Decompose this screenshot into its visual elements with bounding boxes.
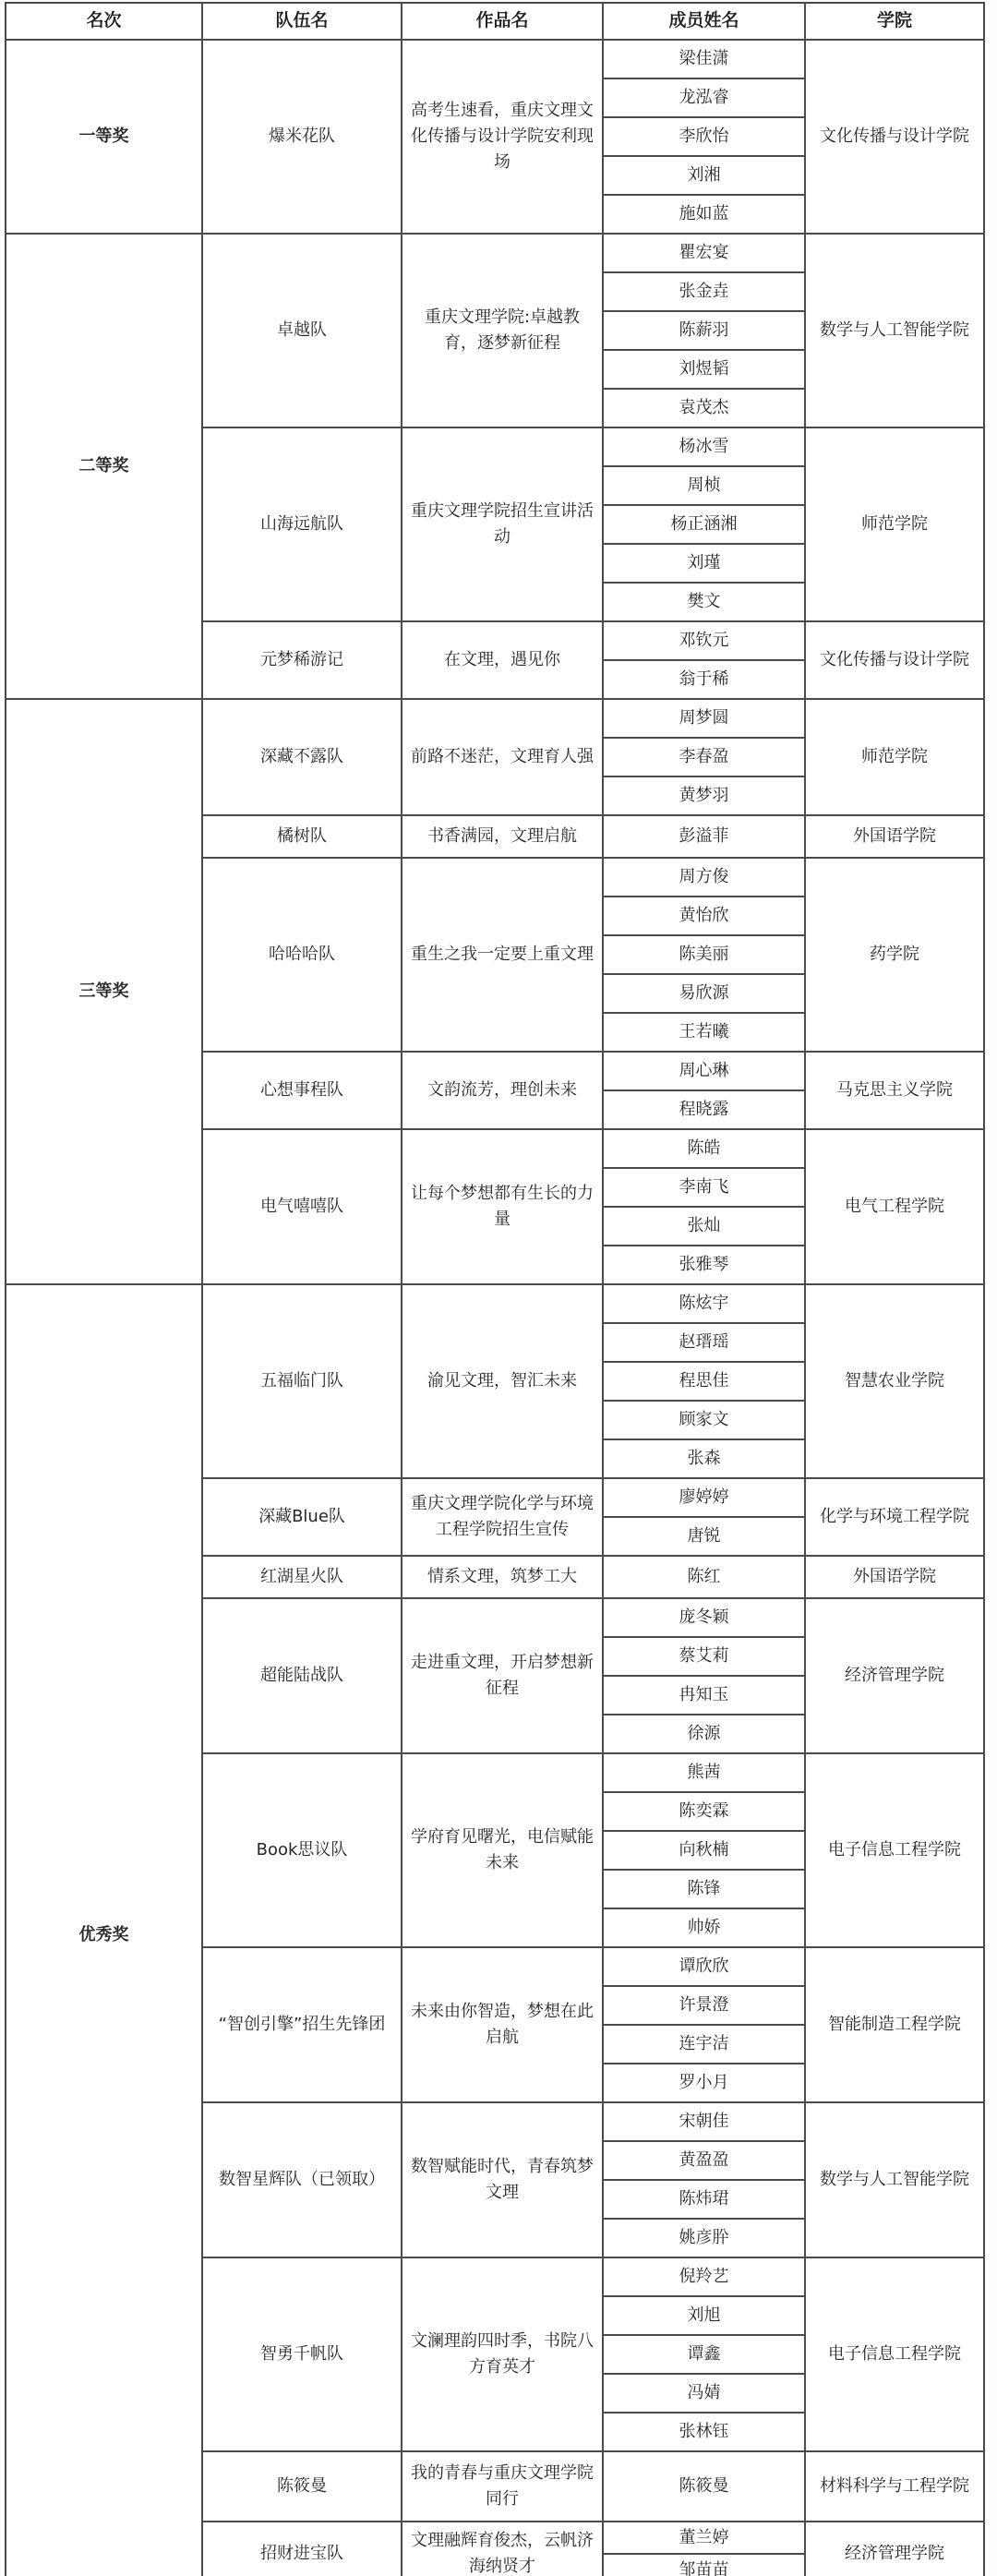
member-name-cell: 周桢	[603, 466, 805, 505]
member-name-cell: 张林钰	[603, 2413, 805, 2451]
team-name-cell: 深藏Blue队	[202, 1478, 402, 1556]
college-cell: 外国语学院	[805, 1556, 984, 1598]
team-name-cell: 哈哈哈队	[202, 858, 402, 1052]
member-name-cell: 姚彦肸	[603, 2219, 805, 2257]
college-cell: 智慧农业学院	[805, 1284, 984, 1478]
member-name-cell: 施如蓝	[603, 195, 805, 234]
team-name-cell: 数智星辉队（已领取）	[202, 2102, 402, 2257]
team-name-cell: 爆米花队	[202, 40, 402, 234]
member-name-cell: 倪羚艺	[603, 2257, 805, 2296]
member-name-cell: 冯婧	[603, 2374, 805, 2413]
team-name-cell: 橘树队	[202, 815, 402, 858]
member-name-cell: 唐锐	[603, 1517, 805, 1556]
table-row	[6, 699, 984, 738]
column-header-1: 队伍名	[202, 3, 402, 40]
member-name-cell: 刘煜韬	[603, 350, 805, 389]
team-name-cell: 卓越队	[202, 234, 402, 427]
college-cell: 数学与人工智能学院	[805, 234, 984, 427]
team-name-cell: 超能陆战队	[202, 1598, 402, 1753]
work-name-cell: 学府育见曙光，电信赋能未来	[402, 1753, 603, 1947]
header-row	[6, 3, 984, 40]
team-name-cell: 元梦稀游记	[202, 621, 402, 699]
college-cell: 马克思主义学院	[805, 1052, 984, 1129]
member-name-cell: 彭溢菲	[603, 815, 805, 858]
college-cell: 电子信息工程学院	[805, 1753, 984, 1947]
team-name-cell: 五福临门队	[202, 1284, 402, 1478]
work-name-cell: 书香满园，文理启航	[402, 815, 603, 858]
college-cell: 化学与环境工程学院	[805, 1478, 984, 1556]
member-name-cell: 翁于稀	[603, 660, 805, 699]
member-name-cell: 李春盈	[603, 738, 805, 776]
college-cell: 药学院	[805, 858, 984, 1052]
member-name-cell: 张森	[603, 1439, 805, 1478]
college-cell: 数学与人工智能学院	[805, 2102, 984, 2257]
member-name-cell: 陈筱曼	[603, 2451, 805, 2522]
member-name-cell: 张金垚	[603, 272, 805, 311]
member-name-cell: 董兰婷	[603, 2522, 805, 2554]
work-name-cell: 未来由你智造，梦想在此启航	[402, 1947, 603, 2102]
member-name-cell: 杨正涵湘	[603, 505, 805, 544]
rank-cell: 二等奖	[6, 234, 202, 699]
college-cell: 文化传播与设计学院	[805, 40, 984, 234]
member-name-cell: 王若曦	[603, 1013, 805, 1052]
work-name-cell: 重生之我一定要上重文理	[402, 858, 603, 1052]
member-name-cell: 刘湘	[603, 156, 805, 195]
column-header-0: 名次	[6, 3, 202, 40]
member-name-cell: 周心琳	[603, 1052, 805, 1090]
member-name-cell: 龙泓睿	[603, 78, 805, 117]
team-name-cell: 陈筱曼	[202, 2451, 402, 2522]
member-name-cell: 冉知玉	[603, 1676, 805, 1715]
member-name-cell: 樊文	[603, 583, 805, 621]
awards-table	[5, 2, 985, 2576]
member-name-cell: 罗小月	[603, 2064, 805, 2102]
column-header-2: 作品名	[402, 3, 603, 40]
member-name-cell: 徐源	[603, 1715, 805, 1753]
work-name-cell: 文韵流芳，理创未来	[402, 1052, 603, 1129]
work-name-cell: 情系文理，筑梦工大	[402, 1556, 603, 1598]
work-name-cell: 让每个梦想都有生长的力量	[402, 1129, 603, 1284]
member-name-cell: 廖婷婷	[603, 1478, 805, 1517]
member-name-cell: 陈炜珺	[603, 2180, 805, 2219]
work-name-cell: 文理融辉育俊杰，云帆济海纳贤才	[402, 2522, 603, 2576]
member-name-cell: 谭鑫	[603, 2335, 805, 2374]
member-name-cell: 赵瑨瑶	[603, 1323, 805, 1362]
table-row	[6, 40, 984, 78]
member-name-cell: 蔡艾莉	[603, 1637, 805, 1676]
college-cell: 经济管理学院	[805, 2522, 984, 2576]
college-cell: 材料科学与工程学院	[805, 2451, 984, 2522]
member-name-cell: 瞿宏宴	[603, 234, 805, 272]
member-name-cell: 刘瑾	[603, 544, 805, 583]
member-name-cell: 李欣怡	[603, 117, 805, 156]
team-name-cell: 招财进宝队	[202, 2522, 402, 2576]
member-name-cell: 陈红	[603, 1556, 805, 1598]
member-name-cell: 宋朝佳	[603, 2102, 805, 2141]
college-cell: 电气工程学院	[805, 1129, 984, 1284]
team-name-cell: 红湖星火队	[202, 1556, 402, 1598]
college-cell: 文化传播与设计学院	[805, 621, 984, 699]
rank-cell: 优秀奖	[6, 1284, 202, 2576]
member-name-cell: 谭欣欣	[603, 1947, 805, 1986]
member-name-cell: 陈锋	[603, 1870, 805, 1908]
college-cell: 师范学院	[805, 699, 984, 815]
member-name-cell: 黄盈盈	[603, 2141, 805, 2180]
rank-cell: 三等奖	[6, 699, 202, 1284]
member-name-cell: 陈美丽	[603, 935, 805, 974]
member-name-cell: 熊茜	[603, 1753, 805, 1792]
team-name-cell: Book思议队	[202, 1753, 402, 1947]
team-name-cell: 深藏不露队	[202, 699, 402, 815]
college-cell: 师范学院	[805, 427, 984, 621]
team-name-cell: “智创引擎”招生先锋团	[202, 1947, 402, 2102]
member-name-cell: 周方俊	[603, 858, 805, 897]
college-cell: 智能制造工程学院	[805, 1947, 984, 2102]
work-name-cell: 我的青春与重庆文理学院同行	[402, 2451, 603, 2522]
member-name-cell: 陈皓	[603, 1129, 805, 1168]
work-name-cell: 重庆文理学院招生宣讲活动	[402, 427, 603, 621]
member-name-cell: 庞冬颖	[603, 1598, 805, 1637]
work-name-cell: 前路不迷茫，文理育人强	[402, 699, 603, 815]
work-name-cell: 重庆文理学院:卓越教育，逐梦新征程	[402, 234, 603, 427]
table-row	[6, 1284, 984, 1323]
member-name-cell: 杨冰雪	[603, 427, 805, 466]
member-name-cell: 陈炫宇	[603, 1284, 805, 1323]
team-name-cell: 电气嘻嘻队	[202, 1129, 402, 1284]
member-name-cell: 陈薪羽	[603, 311, 805, 350]
member-name-cell: 陈奕霖	[603, 1792, 805, 1831]
work-name-cell: 高考生速看，重庆文理文化传播与设计学院安利现场	[402, 40, 603, 234]
table-row	[6, 234, 984, 272]
work-name-cell: 在文理，遇见你	[402, 621, 603, 699]
member-name-cell: 帅娇	[603, 1908, 805, 1947]
team-name-cell: 山海远航队	[202, 427, 402, 621]
awards-table-body	[6, 40, 984, 2576]
work-name-cell: 渝见文理，智汇未来	[402, 1284, 603, 1478]
member-name-cell: 袁茂杰	[603, 389, 805, 427]
team-name-cell: 心想事程队	[202, 1052, 402, 1129]
work-name-cell: 重庆文理学院化学与环境工程学院招生宣传	[402, 1478, 603, 1556]
member-name-cell: 邓钦元	[603, 621, 805, 660]
member-name-cell: 邹苗苗	[603, 2554, 805, 2576]
work-name-cell: 文澜理韵四时季，书院八方育英才	[402, 2257, 603, 2451]
member-name-cell: 梁佳潇	[603, 40, 805, 78]
college-cell: 外国语学院	[805, 815, 984, 858]
member-name-cell: 顾家文	[603, 1401, 805, 1439]
column-header-3: 成员姓名	[603, 3, 805, 40]
member-name-cell: 黄怡欣	[603, 897, 805, 935]
college-cell: 电子信息工程学院	[805, 2257, 984, 2451]
member-name-cell: 程思佳	[603, 1362, 805, 1401]
rank-cell: 一等奖	[6, 40, 202, 234]
team-name-cell: 智勇千帆队	[202, 2257, 402, 2451]
member-name-cell: 周梦圆	[603, 699, 805, 738]
awards-table-header	[6, 3, 984, 40]
member-name-cell: 李南飞	[603, 1168, 805, 1207]
member-name-cell: 张灿	[603, 1207, 805, 1246]
member-name-cell: 连宇洁	[603, 2025, 805, 2064]
work-name-cell: 走进重文理，开启梦想新征程	[402, 1598, 603, 1753]
member-name-cell: 张雅琴	[603, 1246, 805, 1284]
member-name-cell: 许景澄	[603, 1986, 805, 2025]
member-name-cell: 黄梦羽	[603, 776, 805, 815]
work-name-cell: 数智赋能时代，青春筑梦文理	[402, 2102, 603, 2257]
member-name-cell: 程晓露	[603, 1090, 805, 1129]
member-name-cell: 向秋楠	[603, 1831, 805, 1870]
member-name-cell: 易欣源	[603, 974, 805, 1013]
college-cell: 经济管理学院	[805, 1598, 984, 1753]
column-header-4: 学院	[805, 3, 984, 40]
member-name-cell: 刘旭	[603, 2296, 805, 2335]
